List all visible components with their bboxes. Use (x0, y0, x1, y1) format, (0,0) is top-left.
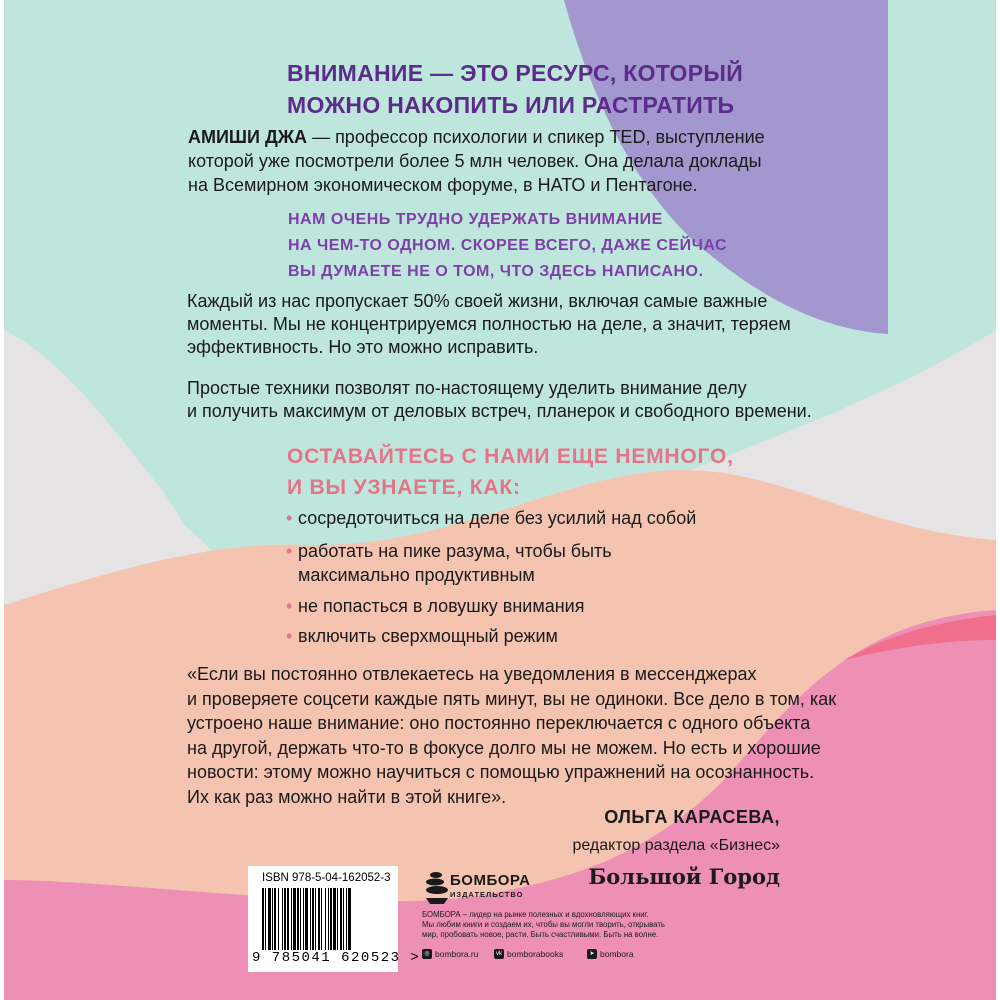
callout-line-2: НА ЧЕМ-ТО ОДНОМ. СКОРЕЕ ВСЕГО, ДАЖЕ СЕЙЧАС (288, 237, 728, 254)
review-quote (187, 662, 836, 809)
quote-line: и проверяете соцсети каждые пять минут, вы не одиноки. Все дело в том, как (187, 688, 837, 709)
learn-heading-line-1: ОСТАВАЙТЕСЬ С НАМИ ЕЩЕ НЕМНОГО, (287, 445, 734, 468)
publisher-desc-line: мир, пробовать новое, расти. Быть счастливыми. Быть на волне. (422, 930, 659, 939)
heading-line-1: ВНИМАНИЕ — ЭТО РЕСУРС, КОТОРЫЙ (287, 60, 744, 86)
social-vk (494, 949, 563, 959)
quote-author-role: редактор раздела «Бизнес» (572, 837, 780, 854)
bio-line-1: — профессор психологии и спикер TED, выступление (307, 127, 765, 147)
vk-icon: vk (496, 951, 502, 957)
publisher-name: БОМБОРА (450, 872, 531, 889)
bullet-dot-icon: • (286, 541, 293, 561)
paragraph-2 (187, 377, 812, 423)
bullet-item (286, 624, 558, 648)
bio-line-3: на Всемирном экономическом форуме, в НАТО и Пентагоне. (188, 175, 698, 195)
bullet-item (286, 539, 612, 587)
publisher-subtitle: ИЗДАТЕЛЬСТВО (450, 890, 524, 899)
quote-line: новости: этому можно научиться с помощью упражнений на осознанность. (187, 762, 815, 782)
paragraph-1 (187, 290, 791, 359)
bullet-text: работать на пике разума, чтобы быть (298, 541, 612, 561)
callout-line-3: ВЫ ДУМАЕТЕ НЕ О ТОМ, ЧТО ЗДЕСЬ НАПИСАНО. (288, 263, 704, 280)
bullet-dot-icon: • (286, 626, 293, 646)
book-back-cover (4, 0, 996, 1000)
bullet-text: не попасться в ловушку внимания (298, 596, 585, 616)
author-bio (188, 125, 765, 197)
learn-heading (287, 441, 734, 503)
isbn-label: ISBN 978-5-04-162052-3 (262, 872, 391, 884)
barcode-icon (262, 888, 384, 950)
title-heading (287, 57, 743, 121)
para1-line-1: Каждый из нас пропускает 50% своей жизни, включая самые важные (187, 291, 768, 311)
para1-line-2: моменты. Мы не концентрируемся полностью на деле, а значит, теряем (187, 314, 791, 334)
website-label: bombora.ru (435, 949, 479, 959)
quote-line: устроено наше внимание: оно постоянно переключается с одного объекта (187, 713, 811, 733)
bullet-item (286, 594, 585, 618)
quote-line: на другой, держать что-то в фокусе долго мы не можем. Но есть и хорошие (187, 737, 821, 758)
bullet-dot-icon: • (286, 596, 293, 616)
para2-line-2: и получить максимум от деловых встреч, планерок и свободного времени. (187, 401, 812, 421)
heading-line-2: МОЖНО НАКОПИТЬ ИЛИ РАСТРАТИТЬ (287, 92, 735, 118)
publisher-desc-line: БОМБОРА – лидер на рынке полезных и вдохновляющих книг. (422, 910, 649, 919)
bio-line-2: которой уже посмотрели более 5 млн человек. Она делала доклады (188, 151, 762, 171)
isbn-barcode-panel (248, 866, 421, 972)
para2-line-1: Простые техники позволят по-настоящему уделить внимание делу (187, 378, 747, 398)
bullet-item (286, 506, 696, 530)
bullet-text: сосредоточиться на деле без усилий над собой (298, 508, 697, 528)
isbn-digits: 9 785041 620523 > (252, 950, 421, 966)
author-name: АМИШИ ДЖА (188, 127, 308, 147)
social-website (422, 949, 478, 959)
bullet-dot-icon: • (286, 508, 293, 528)
callout-block (288, 207, 727, 285)
quote-line: Их как раз можно найти в этой книге». (187, 786, 507, 807)
social-telegram (587, 949, 634, 959)
bullet-text: включить сверхмощный режим (298, 626, 558, 646)
quote-author: ОЛЬГА КАРАСЕВА, (604, 807, 780, 827)
learn-heading-line-2: И ВЫ УЗНАЕТЕ, КАК: (287, 476, 521, 499)
telegram-label: bombora (600, 949, 634, 959)
bullet-text-continued: максимально продуктивным (298, 565, 535, 585)
globe-icon: ◎ (422, 949, 432, 959)
para1-line-3: эффективность. Но это можно исправить. (187, 337, 539, 357)
quote-line: «Если вы постоянно отвлекаетесь на уведомления в мессенджерах (187, 664, 757, 684)
telegram-icon: ➤ (587, 949, 597, 959)
publisher-description (422, 910, 752, 940)
publisher-desc-line: Мы любим книги и создаем их, чтобы вы могли творить, открывать (422, 920, 665, 929)
vk-label: bomborabooks (507, 949, 564, 959)
publication-logo: Большой Город (588, 864, 780, 889)
callout-line-1: НАМ ОЧЕНЬ ТРУДНО УДЕРЖАТЬ ВНИМАНИЕ (288, 211, 663, 228)
